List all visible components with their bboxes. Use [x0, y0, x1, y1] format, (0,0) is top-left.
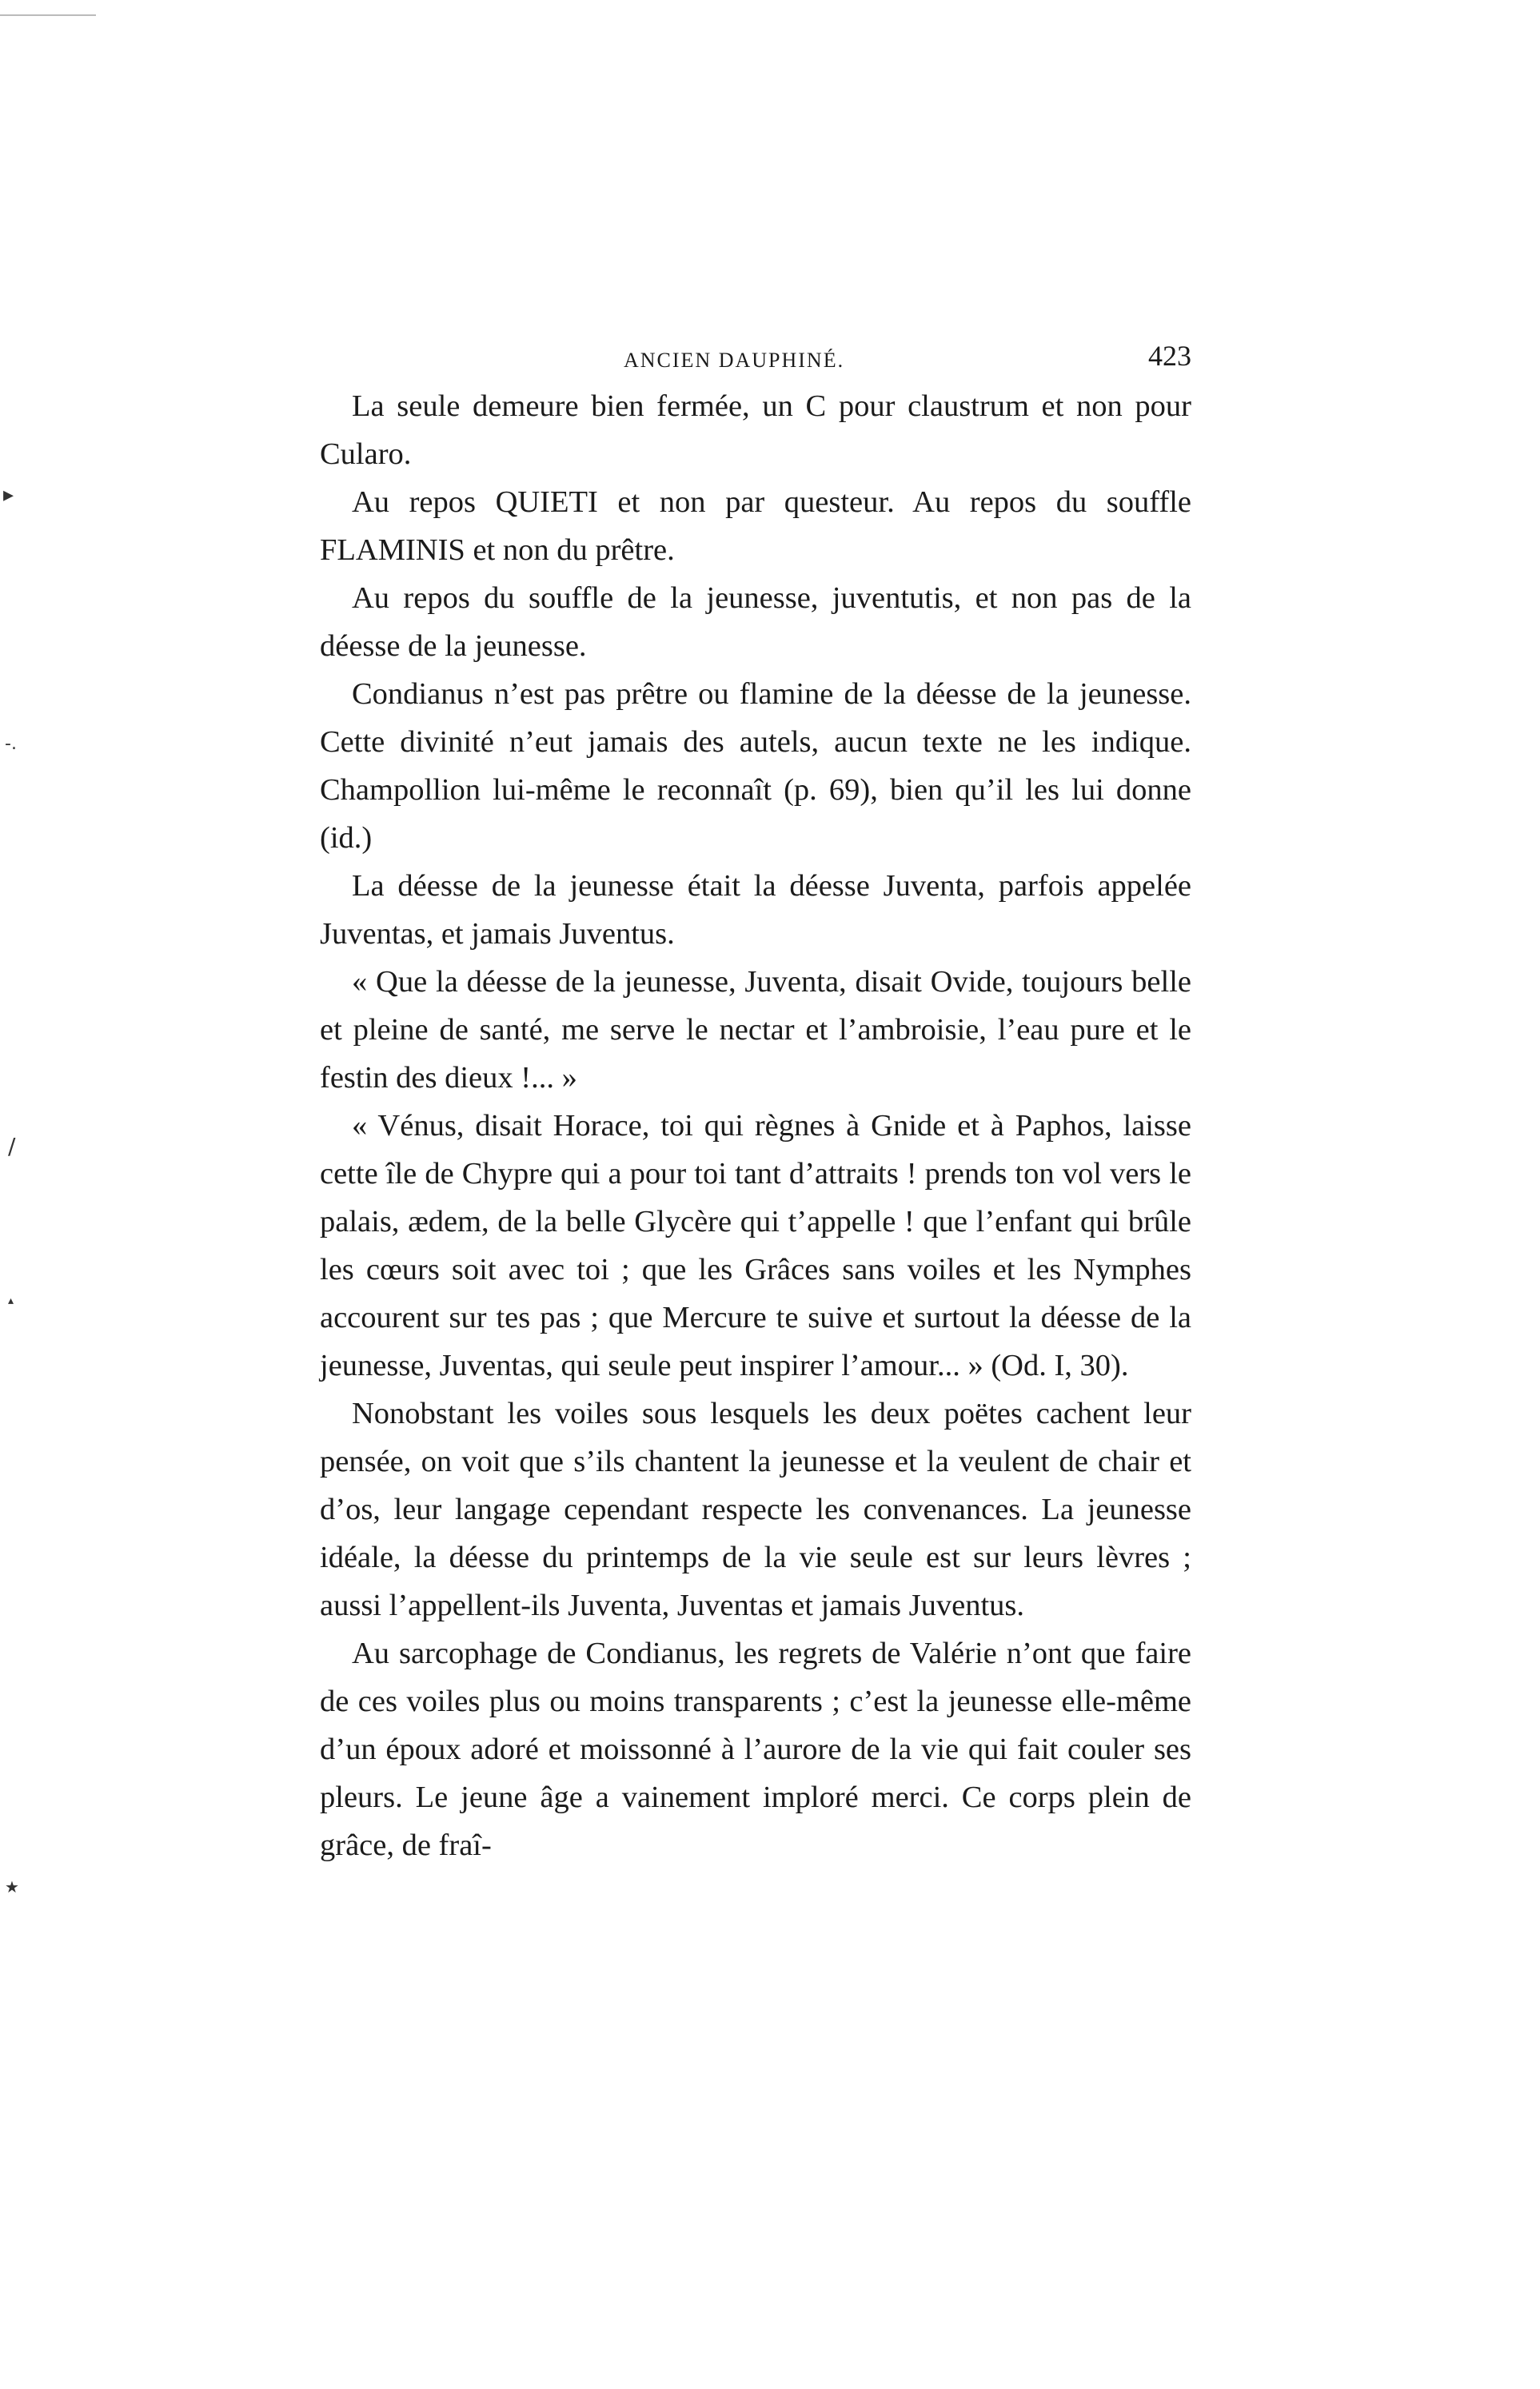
margin-star-mark: ★ [5, 1877, 19, 1896]
paragraph: La seule demeure bien fermée, un C pour claustrum et non pour Cularo. [320, 389, 1191, 471]
margin-arrow-mark: ▸ [3, 483, 14, 507]
page-number: 423 [1148, 340, 1191, 372]
scan-edge-line [0, 14, 96, 16]
paragraph: Au repos du souffle de la jeunesse, juventutis, et non pas de la déesse de la jeunesse. [320, 581, 1191, 663]
margin-dash-mark: -. [5, 734, 17, 754]
margin-slash-mark: / [8, 1133, 16, 1159]
paragraph: La déesse de la jeunesse était la déesse Juventa, parfois appelée Juventas, et jamais Juventus. [320, 869, 1191, 951]
paragraph: Au sarcophage de Condianus, les regrets de Valérie n’ont que faire de ces voiles plus ou moins transparents ; c’est la jeunesse elle-même d’un époux adoré et moissonné à l’aurore de la vie qui fait couler ses pleurs. Le jeune âge a vainement imploré merci. Ce corps plein de grâce, de fraî- [320, 1637, 1191, 1862]
paragraph: « Que la déesse de la jeunesse, Juventa, disait Ovide, toujours belle et pleine de santé, me serve le nectar et l’ambroisie, l’eau pure et le festin des dieux !... » [320, 965, 1191, 1095]
page-header [320, 334, 1191, 382]
paragraph: Au repos QUIETI et non par questeur. Au repos du souffle FLAMINIS et non du prêtre. [320, 485, 1191, 567]
body-text [320, 382, 1191, 1869]
paragraph: Condianus n’est pas prêtre ou flamine de la déesse de la jeunesse. Cette divinité n’eut jamais des autels, aucun texte ne les indique. Champollion lui-même le reconnaît (p. 69), bien qu’il les lui donne (id.) [320, 677, 1191, 855]
margin-dot-mark: ▴ [8, 1294, 14, 1307]
paragraph: Nonobstant les voiles sous lesquels les deux poëtes cachent leur pensée, on voit que s’ils chantent la jeunesse et la veulent de chair et d’os, leur langage cependant respecte les convenances. La jeunesse idéale, la déesse du printemps de la vie seule est sur leurs lèvres ; aussi l’appellent-ils Juventa, Juventas et jamais Juventus. [320, 1397, 1191, 1622]
paragraph: « Vénus, disait Horace, toi qui règnes à Gnide et à Paphos, laisse cette île de Chypre qui a pour toi tant d’attraits ! prends ton vol vers le palais, ædem, de la belle Glycère qui t’appelle ! que l’enfant qui brûle les cœurs soit avec toi ; que les Grâces sans voiles et les Nymphes accourent sur tes pas ; que Mercure te suive et surtout la déesse de la jeunesse, Juventas, qui seule peut inspirer l’amour... » (Od. I, 30). [320, 1109, 1191, 1382]
running-head: ANCIEN DAUPHINÉ. [624, 349, 845, 372]
